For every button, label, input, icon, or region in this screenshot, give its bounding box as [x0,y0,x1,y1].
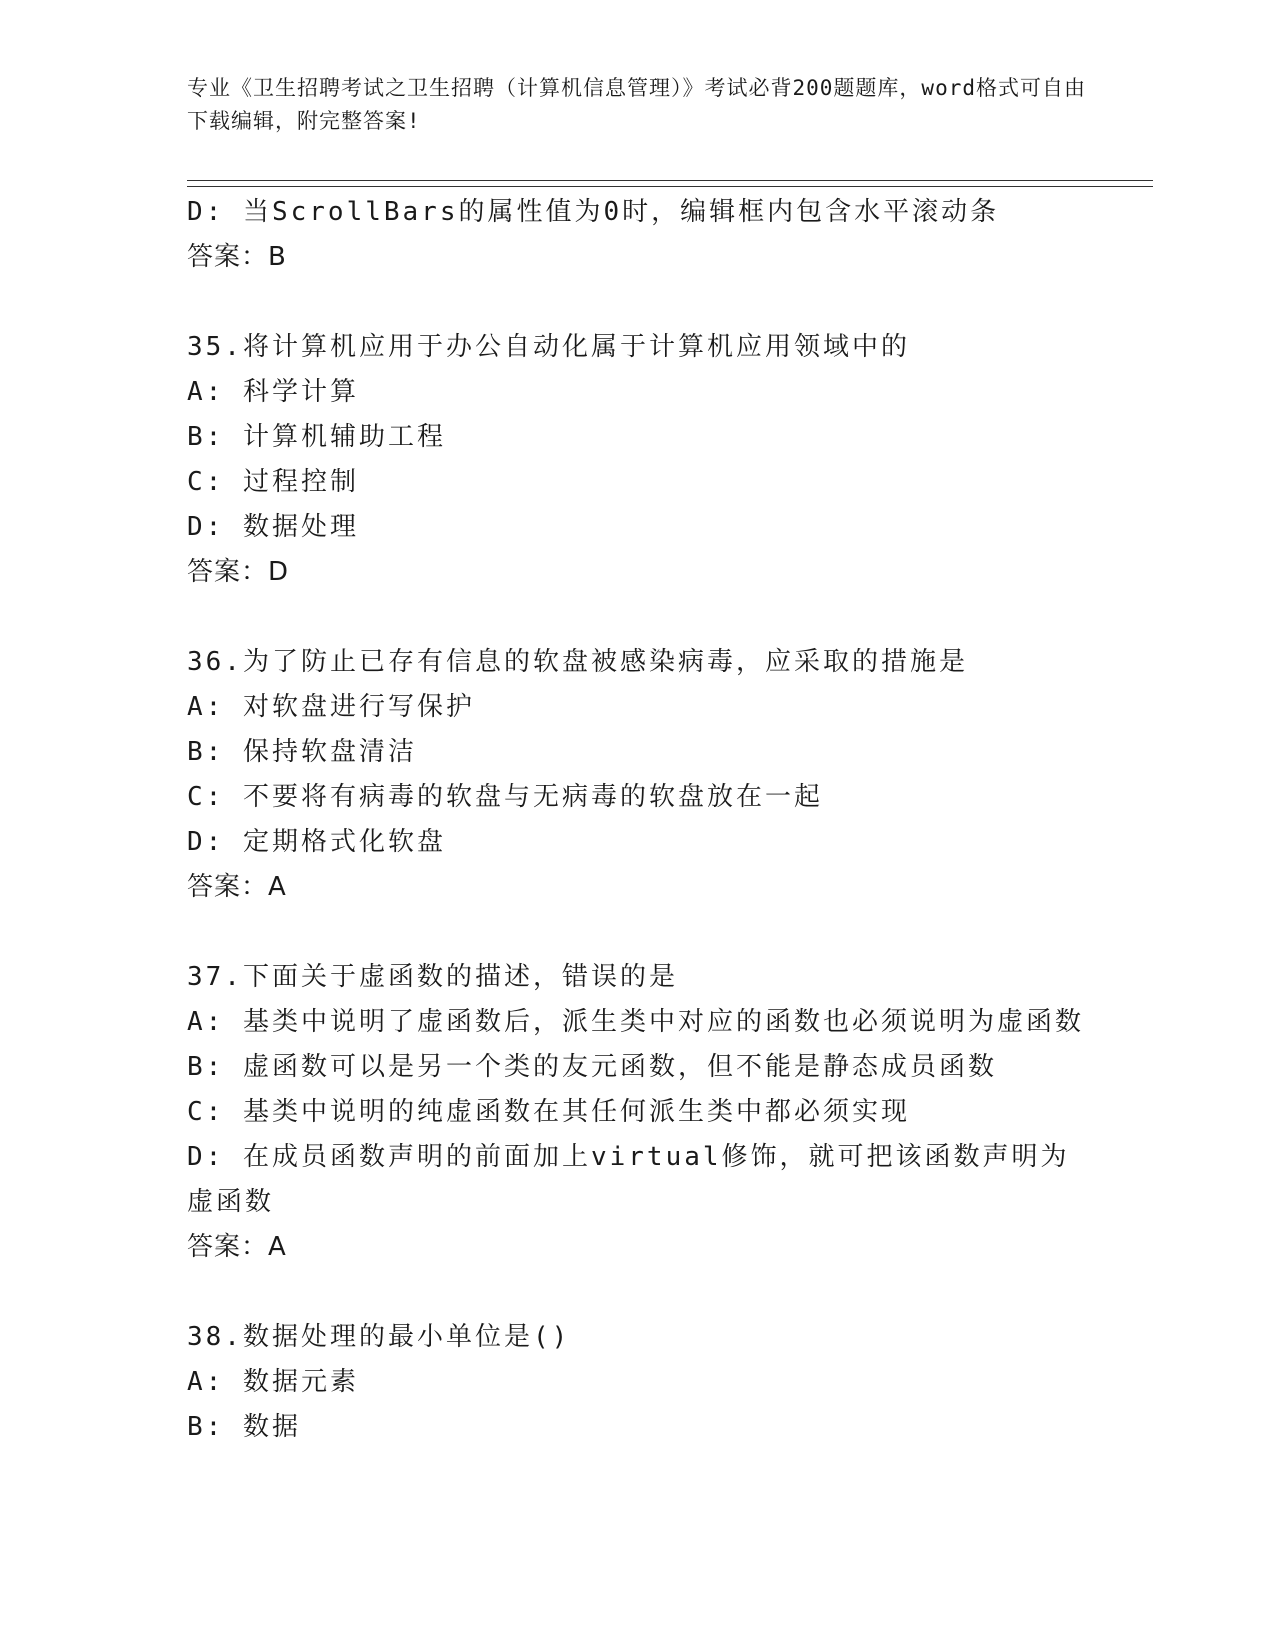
option-a: A: 科学计算 [187,377,359,407]
option-b: B: 保持软盘清洁 [187,737,417,767]
option-b: B: 虚函数可以是另一个类的友元函数，但不能是静态成员函数 [187,1052,997,1082]
option-a: A: 基类中说明了虚函数后，派生类中对应的函数也必须说明为虚函数 [187,1007,1084,1037]
question-list [187,190,1087,1450]
option-c: C: 基类中说明的纯虚函数在其任何派生类中都必须实现 [187,1097,910,1127]
question-stem: 35.将计算机应用于办公自动化属于计算机应用领域中的 [187,332,910,362]
document-header: 专业《卫生招聘考试之卫生招聘（计算机信息管理）》考试必背200题题库，word格式可自由下载编辑，附完整答案! [187,76,1086,133]
option-d: D: 在成员函数声明的前面加上virtual修饰，就可把该函数声明为虚函数 [187,1142,1070,1217]
option-d: D: 数据处理 [187,512,359,542]
option-d: D: 当ScrollBars的属性值为0时，编辑框内包含水平滚动条 [187,197,1000,227]
option-a: A: 数据元素 [187,1367,359,1397]
option-c: C: 过程控制 [187,467,359,497]
answer-line: 答案：A [187,872,287,902]
option-b: B: 计算机辅助工程 [187,422,446,452]
question-stem: 36.为了防止已存有信息的软盘被感染病毒，应采取的措施是 [187,647,968,677]
option-b: B: 数据 [187,1412,301,1442]
option-a: A: 对软盘进行写保护 [187,692,475,722]
option-c: C: 不要将有病毒的软盘与无病毒的软盘放在一起 [187,782,823,812]
header-rule-bottom [187,186,1153,187]
header-rule-top [187,180,1153,181]
question-stem: 37.下面关于虚函数的描述，错误的是 [187,962,678,992]
option-d: D: 定期格式化软盘 [187,827,446,857]
answer-line: 答案：B [187,242,287,272]
question-stem: 38.数据处理的最小单位是() [187,1322,571,1352]
answer-line: 答案：A [187,1232,287,1262]
answer-line: 答案：D [187,557,290,587]
